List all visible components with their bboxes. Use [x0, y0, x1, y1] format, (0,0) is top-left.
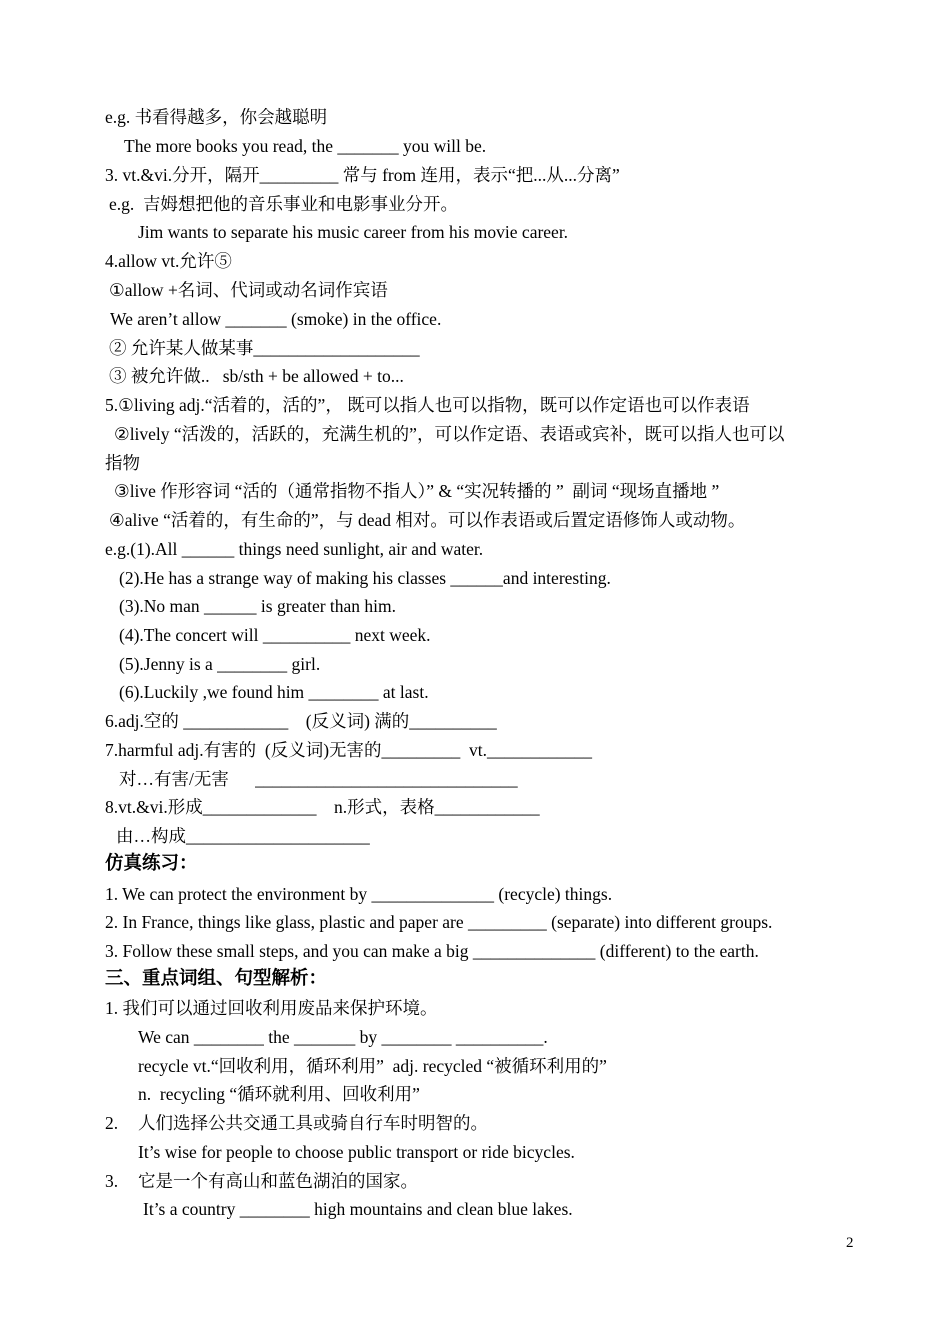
text-line: e.g. 书看得越多，你会越聪明: [105, 107, 328, 127]
text-line: 8.vt.&vi.形成_____________ n.形式，表格____________: [105, 797, 540, 817]
text-line: Jim wants to separate his music career from his movie career.: [138, 222, 569, 242]
text-line: ② 允许某人做某事___________________: [109, 338, 420, 358]
section-heading: 仿真练习：: [105, 853, 198, 874]
text-line: n. recycling “循环就利用、回收利用”: [138, 1084, 420, 1104]
text-line: (3).No man ______ is greater than him.: [119, 596, 397, 616]
text-line: ②lively “活泼的，活跃的，充满生机的”，可以作定语、表语或宾补，既可以指人也可以: [114, 424, 785, 444]
text-line: We aren’t allow _______ (smoke) in the office.: [110, 309, 442, 329]
text-line: It’s wise for people to choose public transport or ride bicycles.: [138, 1142, 575, 1162]
section-heading: 三、重点词组、句型解析：: [105, 968, 328, 989]
text-line: 2. In France, things like glass, plastic and paper are _________ (separate) into different groups.: [105, 912, 773, 932]
text-line: 对…有害/无害 ______________________________: [119, 769, 518, 789]
text-line: (6).Luckily ,we found him ________ at last.: [119, 682, 429, 702]
text-line: 7.harmful adj.有害的 (反义词)无害的_________ vt.____________: [105, 740, 593, 760]
text-line: (4).The concert will __________ next week.: [119, 625, 431, 645]
text-line: The more books you read, the _______ you will be.: [124, 136, 487, 156]
text-line: ①allow +名词、代词或动名词作宾语: [109, 280, 388, 300]
text-line: ④alive “活着的，有生命的”，与 dead 相对。可以作表语或后置定语修饰人或动物。: [109, 510, 746, 530]
text-line: ③live 作形容词 “活的（通常指物不指人）” & “实况转播的 ” 副词 “现场直播地 ”: [114, 481, 720, 501]
page-number: 2: [846, 1235, 854, 1251]
text-line: We can ________ the _______ by ________ __________.: [138, 1027, 548, 1047]
text-line: 指物: [105, 453, 140, 473]
text-line: 由…构成_____________________: [116, 826, 370, 846]
text-line: 4.allow vt.允许⑤: [105, 251, 232, 271]
text-line: 3. Follow these small steps, and you can make a big ______________ (different) to the earth.: [105, 941, 759, 961]
text-line: (5).Jenny is a ________ girl.: [119, 654, 321, 674]
text-line: (2).He has a strange way of making his classes ______and interesting.: [119, 568, 611, 588]
text-line: 6.adj.空的 ____________ (反义词) 满的__________: [105, 711, 497, 731]
list-number: 3.: [105, 1171, 119, 1191]
text-line: e.g.(1).All ______ things need sunlight, air and water.: [105, 539, 484, 559]
text-line: 5.①living adj.“活着的，活的”， 既可以指人也可以指物，既可以作定语也可以作表语: [105, 395, 750, 415]
text-line: 1. 我们可以通过回收利用废品来保护环境。: [105, 998, 438, 1018]
text-line: 人们选择公共交通工具或骑自行车时明智的。: [138, 1113, 488, 1133]
text-line: 1. We can protect the environment by ______________ (recycle) things.: [105, 884, 613, 904]
text-line: recycle vt.“回收利用，循环利用” adj. recycled “被循环利用的”: [138, 1056, 607, 1076]
list-number: 2.: [105, 1113, 119, 1133]
text-line: 3. vt.&vi.分开，隔开_________ 常与 from 连用，表示“把...从...分离”: [105, 165, 620, 185]
text-line: 它是一个有高山和蓝色湖泊的国家。: [138, 1171, 418, 1191]
text-line: e.g. 吉姆想把他的音乐事业和电影事业分开。: [109, 194, 459, 214]
text-line: ③ 被允许做.. sb/sth + be allowed + to...: [109, 366, 404, 386]
text-line: It’s a country ________ high mountains and clean blue lakes.: [143, 1199, 573, 1219]
